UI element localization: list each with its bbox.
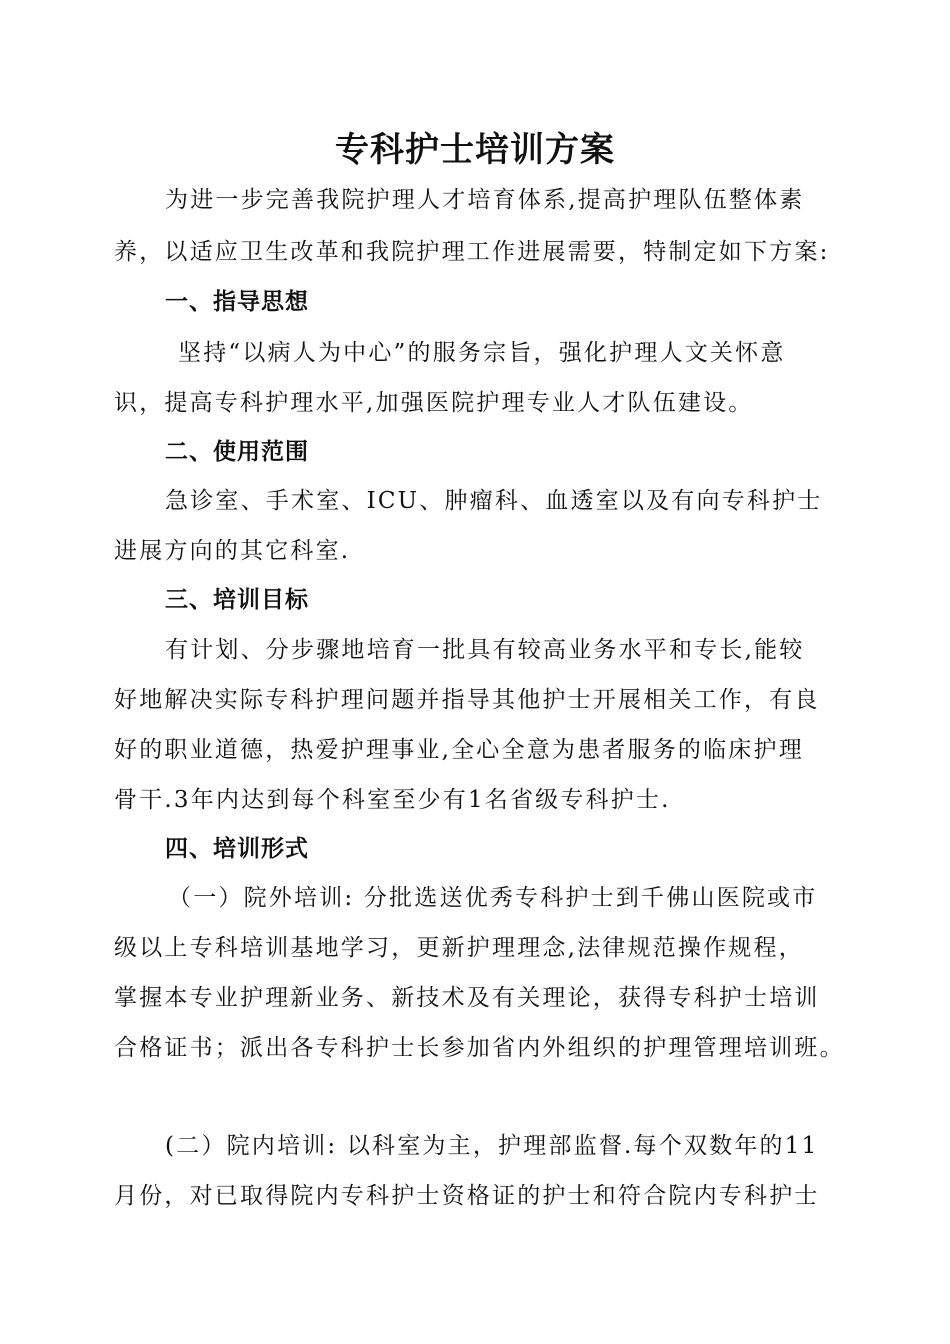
section3-line-2: 好地解决实际专科护理问题并指导其他护士开展相关工作，有良 [114, 687, 820, 713]
section2-line-1: 急诊室、手术室、ICU、肿瘤科、血透室以及有向专科护士 [165, 488, 823, 514]
section4-part1-line-4: 合格证书；派出各专科护士长参加省内外组织的护理管理培训班。 [114, 1035, 845, 1061]
intro-line-2: 养，以适应卫生改革和我院护理工作进展需要，特制定如下方案: [114, 239, 830, 265]
section4-part1-line-2: 级以上专科培训基地学习，更新护理理念,法律规范操作规程， [114, 935, 804, 961]
section-heading-training-goal: 三、培训目标 [165, 587, 309, 613]
section4-part1-line-3: 掌握本专业护理新业务、新技术及有关理论，获得专科护士培训 [114, 985, 820, 1011]
section1-line-2: 识，提高专科护理水平,加强医院护理专业人才队伍建设。 [114, 390, 754, 416]
section4-part1-line-1: （一）院外培训: 分批选送优秀专科护士到千佛山医院或市 [168, 885, 818, 911]
section1-line-1: 坚持“以病人为中心”的服务宗旨，强化护理人文关怀意 [178, 340, 786, 366]
section2-line-2: 进展方向的其它科室. [114, 538, 351, 564]
section4-part2-line-1: (二）院内培训: 以科室为主，护理部监督.每个双数年的11 [165, 1133, 819, 1159]
section3-line-4: 骨干.3年内达到每个科室至少有1名省级专科护士. [114, 787, 671, 813]
section-heading-training-form: 四、培训形式 [165, 836, 309, 862]
section3-line-1: 有计划、分步骤地培育一批具有较高业务水平和专长,能较 [165, 637, 805, 663]
document-title: 专科护士培训方案 [335, 130, 615, 170]
section-heading-guiding-thought: 一、指导思想 [165, 289, 309, 315]
section3-line-3: 好的职业道德，热爱护理事业,全心全意为患者服务的临床护理 [114, 737, 804, 763]
intro-line-1: 为进一步完善我院护理人才培育体系,提高护理队伍整体素 [165, 187, 805, 213]
section-heading-scope: 二、使用范围 [165, 439, 309, 465]
section4-part2-line-2: 月份，对已取得院内专科护士资格证的护士和符合院内专科护士 [114, 1183, 820, 1209]
